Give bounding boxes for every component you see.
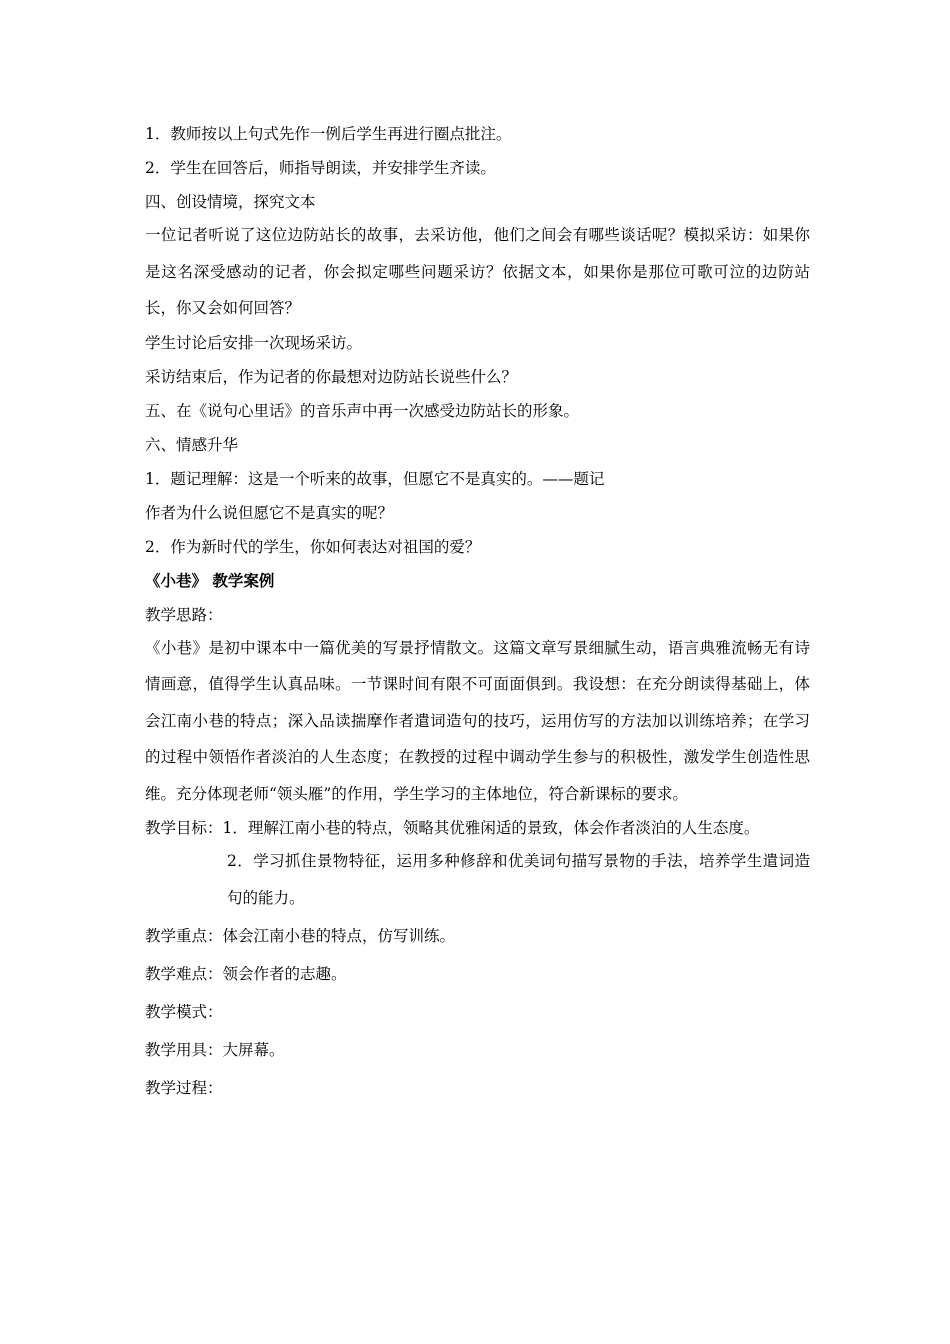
text-line: 教学用具：大屏幕。 [145,1041,285,1059]
paragraph [145,843,810,916]
document-page [145,124,810,1098]
text-line: 1．题记理解：这是一个听来的故事，但愿它不是真实的。——题记 [145,469,605,488]
text-line: 学生讨论后安排一次现场采访。 [145,333,363,352]
case-title: 《小巷》 教学案例 [145,570,275,590]
text-line: 教学目标：1．理解江南小巷的特点，领略其优雅闲适的景致，体会作者淡泊的人生态度。 [145,819,760,837]
section-heading: 五、在《说句心里话》的音乐声中再一次感受边防站长的形象。 [145,401,580,420]
section-heading: 四、创设情境，探究文本 [145,193,316,211]
text-line: 教学模式： [145,1003,223,1021]
paragraph: 《小巷》是初中课本中一篇优美的写景抒情散文。这篇文章写景细腻生动，语言典雅流畅无有诗情画意，值得学生认真品味。一节课时间有限不可面面俱到。我设想：在充分朗读得基础上，体会江南小巷的特点；深入品读揣摩作者遣词造句的技巧，运用仿写的方法加以训练培养；在学习的过程中领悟作者淡泊的人生态度；在教授的过程中调动学生参与的积极性，激发学生创造性思维。充分体现老师“领头雁”的作用，学生学习的主体地位，符合新课标的要求。 [145,638,810,803]
text-line: 作者为什么说但愿它不是真实的呢？ [145,503,394,522]
paragraph: 一位记者听说了这位边防站长的故事，去采访他，他们之间会有哪些谈话呢？模拟采访：如果你是这名深受感动的记者，你会拟定哪些问题采访？依据文本，如果你是那位可歌可泣的边防站长，你又会如何回答？ [145,226,810,317]
goal-two: 2．学习抓住景物特征，运用多种修辞和优美词句描写景物的手法，培养学生遣词造句的能力。 [227,852,810,907]
text-line: 2．学生在回答后，师指导朗读，并安排学生齐读。 [145,159,496,177]
text-line: 1．教师按以上句式先作一例后学生再进行圈点批注。 [145,125,512,143]
section-heading: 六、情感升华 [145,435,239,454]
text-line: 2．作为新时代的学生，你如何表达对祖国的爱？ [145,537,481,556]
text-line: 教学过程： [145,1079,223,1097]
text-line: 教学难点：领会作者的志趣。 [145,965,347,983]
text-line: 教学重点：体会江南小巷的特点，仿写训练。 [145,927,456,945]
text-line: 教学思路： [145,605,223,624]
text-line: 采访结束后，作为记者的你最想对边防站长说些什么？ [145,367,518,386]
